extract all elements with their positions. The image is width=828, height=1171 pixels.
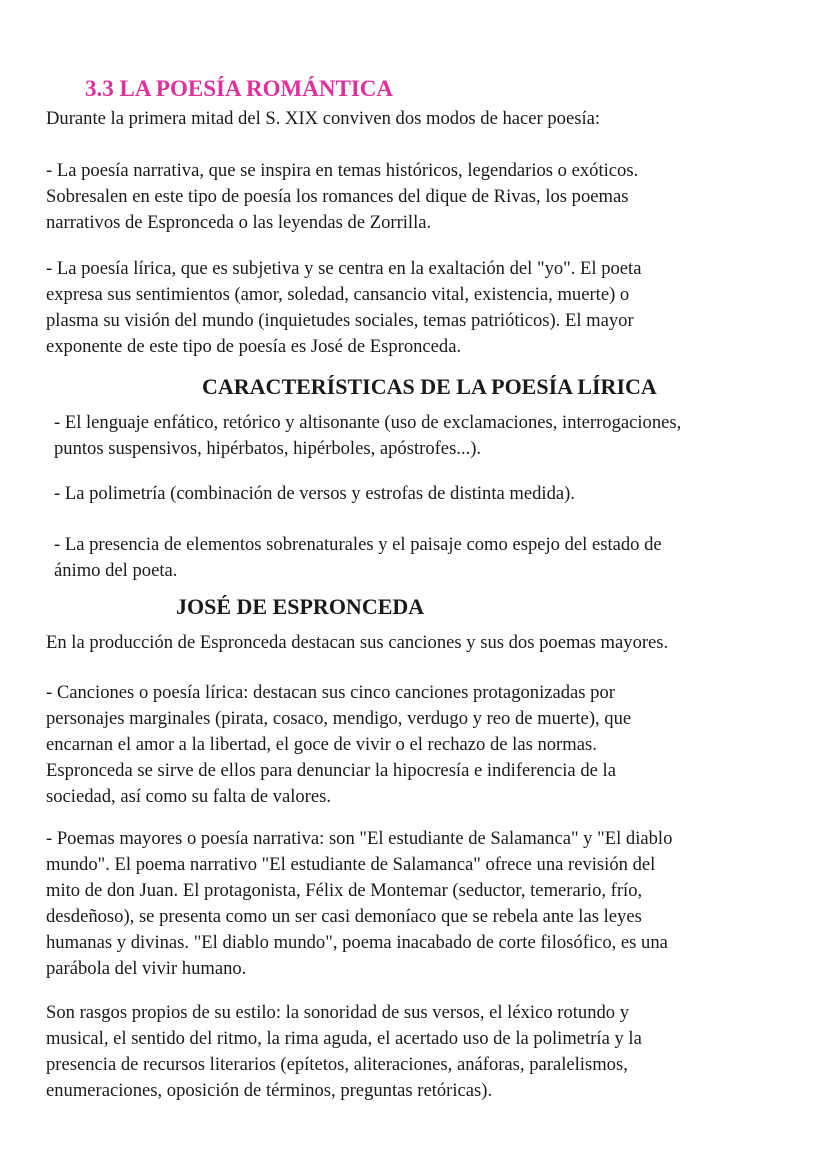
paragraph-line: musical, el sentido del ritmo, la rima aguda, el acertado uso de la polimetría y la — [46, 1028, 642, 1049]
paragraph-line: expresa sus sentimientos (amor, soledad, cansancio vital, existencia, muerte) o — [46, 284, 630, 305]
paragraph-line: Espronceda se sirve de ellos para denunciar la hipocresía e indiferencia de la — [46, 760, 616, 781]
list-item-line: ánimo del poeta. — [54, 560, 178, 581]
list-item-line: - El lenguaje enfático, retórico y altisonante (uso de exclamaciones, interrogaciones, — [54, 412, 682, 433]
espronceda-heading: JOSÉ DE ESPRONCEDA — [176, 594, 425, 619]
paragraph-line: encarnan el amor a la libertad, el goce de vivir o el rechazo de las normas. — [46, 734, 597, 755]
section-title: 3.3 LA POESÍA ROMÁNTICA — [85, 76, 393, 101]
paragraph-line: mundo". El poema narrativo "El estudiante de Salamanca" ofrece una revisión del — [46, 854, 656, 875]
list-item-line: - La presencia de elementos sobrenaturales y el paisaje como espejo del estado de — [54, 534, 662, 555]
paragraph-line: humanas y divinas. "El diablo mundo", poema inacabado de corte filosófico, es una — [46, 932, 668, 953]
paragraph-line: - Poemas mayores o poesía narrativa: son "El estudiante de Salamanca" y "El diablo — [46, 828, 673, 849]
paragraph-line: plasma su visión del mundo (inquietudes sociales, temas patrióticos). El mayor — [46, 310, 634, 331]
paragraph-line: enumeraciones, oposición de términos, preguntas retóricas). — [46, 1080, 493, 1101]
paragraph-line: - Canciones o poesía lírica: destacan sus cinco canciones protagonizadas por — [46, 682, 615, 703]
paragraph-line: sociedad, así como su falta de valores. — [46, 786, 332, 807]
paragraph-line: Sobresalen en este tipo de poesía los romances del dique de Rivas, los poemas — [46, 186, 629, 207]
paragraph-line: mito de don Juan. El protagonista, Félix de Montemar (seductor, temerario, frío, — [46, 880, 643, 901]
paragraph-line: personajes marginales (pirata, cosaco, mendigo, verdugo y reo de muerte), que — [46, 708, 632, 729]
paragraph-line: presencia de recursos literarios (epítetos, aliteraciones, anáforas, paralelismos, — [46, 1054, 628, 1075]
paragraph-line: parábola del vivir humano. — [46, 958, 247, 979]
paragraph-line: desdeñoso), se presenta como un ser casi demoníaco que se rebela ante las leyes — [46, 906, 642, 927]
caracteristicas-heading: CARACTERÍSTICAS DE LA POESÍA LÍRICA — [202, 374, 657, 399]
paragraph-line: Son rasgos propios de su estilo: la sonoridad de sus versos, el léxico rotundo y — [46, 1002, 630, 1023]
list-item-line: puntos suspensivos, hipérbatos, hipérboles, apóstrofes...). — [54, 438, 482, 459]
espronceda-intro-line: En la producción de Espronceda destacan sus canciones y sus dos poemas mayores. — [46, 632, 669, 653]
intro-line: Durante la primera mitad del S. XIX conviven dos modos de hacer poesía: — [46, 108, 601, 129]
paragraph-line: exponente de este tipo de poesía es José de Espronceda. — [46, 336, 462, 357]
list-item-line: - La polimetría (combinación de versos y estrofas de distinta medida). — [54, 483, 575, 504]
paragraph-line: - La poesía narrativa, que se inspira en temas históricos, legendarios o exóticos. — [46, 160, 639, 181]
paragraph-line: narrativos de Espronceda o las leyendas de Zorrilla. — [46, 212, 432, 233]
paragraph-line: - La poesía lírica, que es subjetiva y se centra en la exaltación del "yo". El poeta — [46, 258, 642, 279]
